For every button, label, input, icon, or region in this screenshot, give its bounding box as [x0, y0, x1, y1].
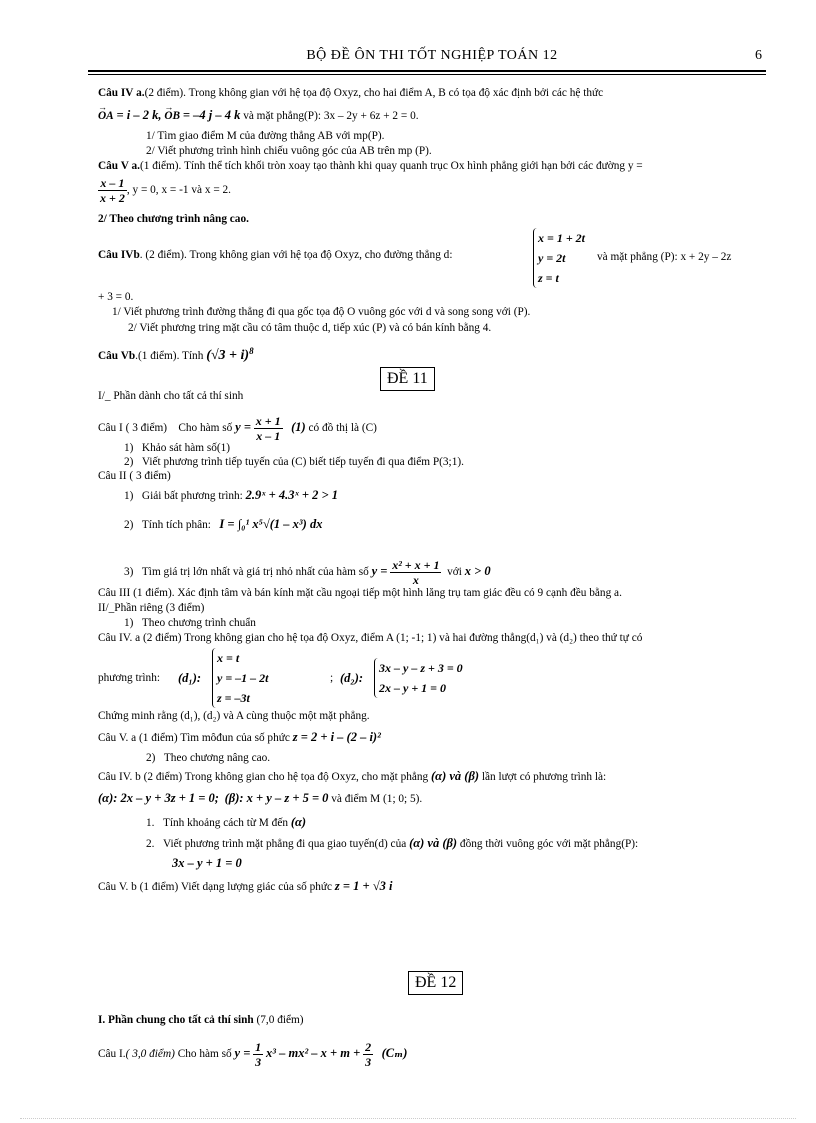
d1-label: (d₁): [178, 671, 202, 685]
q4a-item-1: 1/ Tìm giao điểm M của đường thẳng AB với mp(P). [146, 130, 385, 142]
fraction: $\frac{\text{x² + x + 1}}{x}$ [392, 558, 440, 587]
de11-q2-item2: 2) Tính tích phân: I = ∫₀¹ x⁵√(1 – x³) dx [124, 517, 323, 531]
q4b-plane: và mặt phẳng (P): x + 2y – 2z [597, 251, 732, 263]
q4b-item-1: 1/ Viết phương trình đường thẳng đi qua gốc tọa độ O vuông góc với d và song song với (P). [112, 306, 531, 318]
exam-title-de11: ĐỀ 11 [380, 367, 435, 391]
de11-q4b-planes: (α): 2x – y + 3z + 1 = 0; (β): x + y – z + 5 = 0 và điểm M (1; 0; 5). [98, 791, 423, 805]
de11-q5a: Câu V. a (1 điểm) Tìm môđun của số phức z = 2 + i – (2 – i)² [98, 730, 381, 744]
q4a-item-2: 2/ Viết phương trình hình chiếu vuông góc của AB trên mp (P). [146, 145, 432, 157]
q5b-line: Câu Vb.(1 điểm). Tính $(√3 + i)^8$ [98, 346, 254, 363]
sys-separator: ; [330, 672, 334, 684]
q4a-line: Câu IV a.(2 điểm). Trong không gian với hệ tọa độ Oxyz, cho hai điểm A, B có tọa độ xác định bởi các hệ thức [98, 87, 604, 99]
de11-q4a-prove: Chứng minh rằng (d₁), (d₂) và A cùng thuộc một mặt phẳng. [98, 710, 370, 722]
de11-q3: Câu III (1 điểm). Xác định tâm và bán kính mặt cầu ngoại tiếp một hình lăng trụ tam giác đều có 9 cạnh đều bằng a. [98, 587, 622, 599]
vector-ob: → OB [164, 109, 180, 123]
page-bottom-border [20, 1118, 796, 1119]
de11-q5b: Câu V. b (1 điểm) Viết dạng lượng giác của số phức z = 1 + √3 i [98, 879, 393, 893]
fraction: $\frac{x - 1}{x + 2}$ [100, 176, 125, 205]
de11-q4b-item1: 1. Tính khoảng cách từ M đến (α) [146, 815, 307, 829]
q4a-vectors: → OA = i – 2 k, → OB = –4 j – 4 k và mặt phẳng(P): 3x – 2y + 6z + 2 = 0. [98, 108, 419, 123]
q5a-line: Câu V a.(1 điểm). Tính thể tích khối tròn xoay tạo thành khi quay quanh trục Ox hình phẳng giới hạn bởi các đường y = [98, 160, 643, 172]
de12-q1: Câu I.( 3,0 điểm) Cho hàm số y = $\frac{1}{3}$ x³ – mx² – x + m + $\frac{2}{3}$ (Cₘ) [98, 1040, 408, 1069]
de11-q4a: Câu IV. a (2 điểm) Trong không gian cho hệ tọa độ Oxyz, điểm A (1; -1; 1) và hai đường thẳng(d₁) và (d₂) theo thứ tự có [98, 632, 643, 644]
de11-q4b-item2: 2. Viết phương trình mặt phẳng đi qua giao tuyến(d) của (α) và (β) đồng thời vuông góc với mặt phẳng(P): [146, 836, 639, 850]
de11-std: 1) Theo chương trình chuẩn [124, 617, 256, 629]
vector-oa: → OA [98, 109, 114, 123]
q4b-system: x = 1 + 2t y = 2t z = t [533, 228, 585, 288]
d2-system: 3x – y – z + 3 = 0 2x – y + 1 = 0 [374, 658, 463, 698]
de11-adv: 2) Theo chương nâng cao. [146, 752, 271, 764]
de11-q2-item3: 3) Tìm giá trị lớn nhất và giá trị nhỏ nhất của hàm số y = $\frac{\text{x² + x + 1}}{x}$ với x > 0 [124, 558, 491, 587]
page-number: 6 [755, 48, 762, 63]
exam-title-de12: ĐỀ 12 [408, 971, 463, 995]
header-rule-thin [88, 74, 766, 75]
de11-q1-item2: 2) Viết phương trình tiếp tuyến của (C) biết tiếp tuyến đi qua điểm P(3;1). [124, 456, 464, 468]
q4b-item-2: 2/ Viết phương tring mặt cầu có tâm thuộc d, tiếp xúc (P) và có bán kính bằng 4. [128, 322, 492, 334]
de12-part1: I. Phần chung cho tất cả thí sinh (7,0 điểm) [98, 1014, 304, 1026]
de11-q4b: Câu IV. b (2 điểm) Trong không gian cho hệ tọa độ Oxyz, cho mặt phẳng (α) và (β) lần lượt có phương trình là: [98, 769, 607, 783]
advanced-program-title: 2/ Theo chương trình nâng cao. [98, 213, 249, 225]
page-header [98, 48, 766, 68]
de11-q4a-pt: phương trình: [98, 672, 160, 684]
de11-part1: I/_ Phần dành cho tất cả thí sinh [98, 390, 244, 402]
fraction: $\frac{2}{3}$ [365, 1040, 372, 1069]
fraction: $\frac{x + 1}{x - 1}$ [255, 414, 281, 443]
de11-q2: Câu II ( 3 điểm) [98, 470, 171, 482]
q5a-formula: $\frac{x - 1}{x + 2}$ , y = 0, x = -1 và x = 2. [100, 176, 231, 205]
header-rule-thick [88, 70, 766, 72]
d2-label: (d₂): [340, 671, 364, 685]
fraction: $\frac{1}{3}$ [255, 1040, 262, 1069]
de11-q1: Câu I ( 3 điểm) Cho hàm số y = $\frac{x + 1}{x - 1}$ (1) có đồ thị là (C) [98, 414, 377, 443]
q4b-cont: + 3 = 0. [98, 291, 134, 303]
de11-q2-item1: 1) Giải bất phương trình: 2.9ˣ + 4.3ˣ + 2 > 1 [124, 488, 338, 502]
header-title: BỘ ĐỀ ÔN THI TỐT NGHIỆP TOÁN 12 [306, 48, 558, 63]
de11-q4b-plane-p: 3x – y + 1 = 0 [172, 856, 242, 870]
q4b-line: Câu IVb. (2 điểm). Trong không gian với hệ tọa độ Oxyz, cho đường thẳng d: [98, 249, 453, 261]
de11-part2: II/_Phần riêng (3 điểm) [98, 602, 205, 614]
d1-system: x = t y = –1 – 2t z = –3t [212, 648, 269, 708]
de11-q1-item1: 1) Khảo sát hàm số(1) [124, 442, 231, 454]
